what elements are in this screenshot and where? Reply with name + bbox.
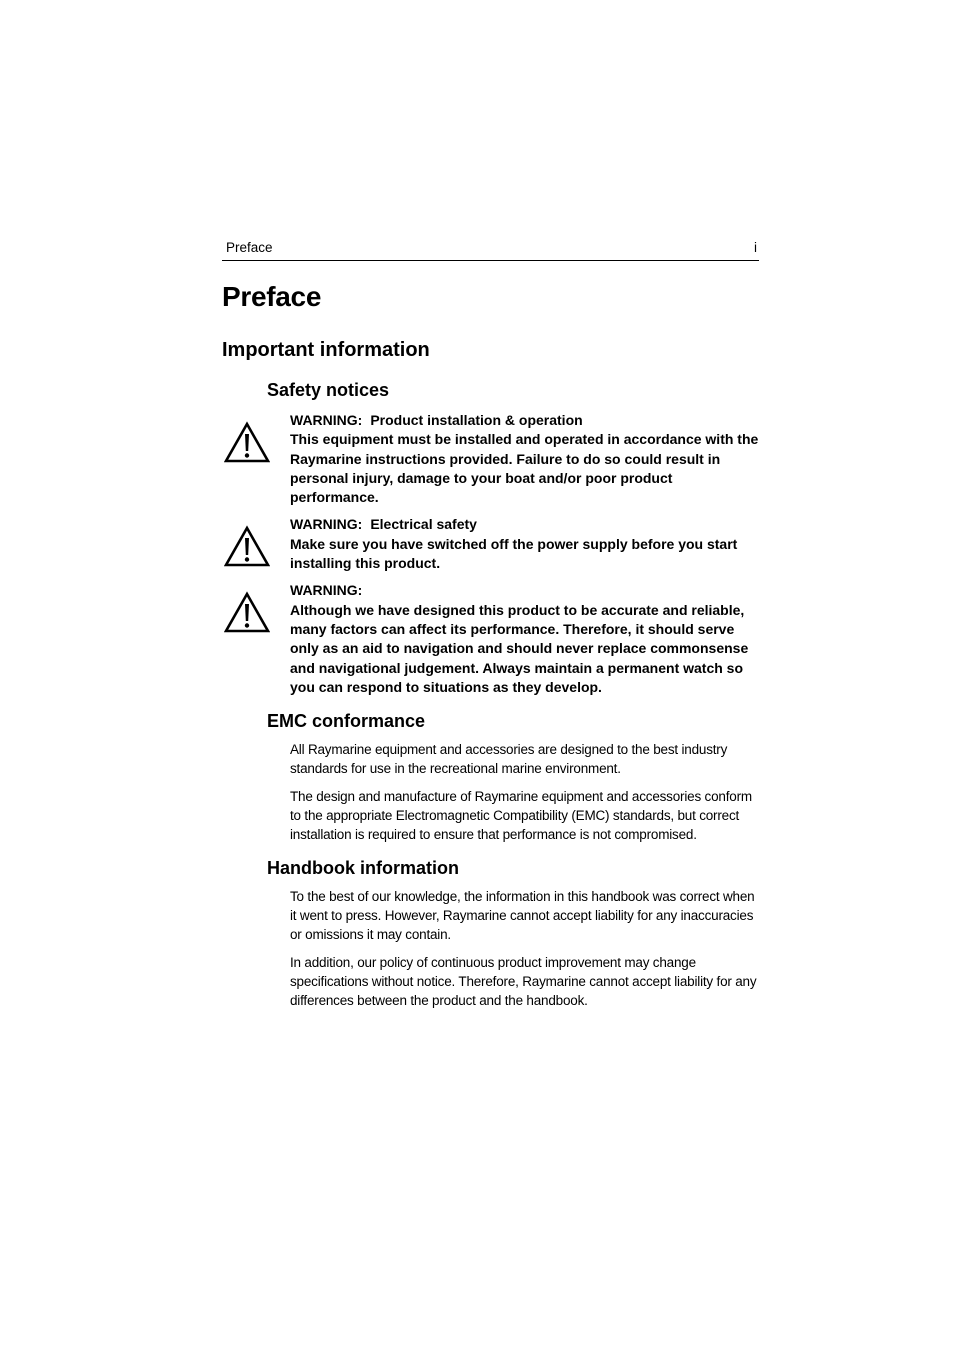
running-header-title: Preface <box>226 240 273 255</box>
warning-label: WARNING: <box>290 412 363 428</box>
warning-triangle-icon <box>224 525 270 567</box>
warning-subject: Product installation & operation <box>370 412 583 428</box>
warning-notice-installation <box>222 411 759 507</box>
page-number: i <box>754 240 757 255</box>
emc-paragraph: The design and manufacture of Raymarine equipment and accessories conform to the appropriate Electromagnetic Compatibility (EMC) standards, but correct installation is required to ensure that performance is not compromised. <box>290 789 752 843</box>
emc-conformance-heading: EMC conformance <box>267 711 426 732</box>
emc-paragraph: All Raymarine equipment and accessories are designed to the best industry standards for use in the recreational marine environment. <box>290 742 728 777</box>
safety-notices-heading: Safety notices <box>267 380 390 400</box>
handbook-paragraph: In addition, our policy of continuous product improvement may change specifications without notice. Therefore, Raymarine cannot accept liability for any differences between the product and the handbook. <box>290 955 757 1009</box>
warning-text: Although we have designed this product to be accurate and reliable, many factors can affect its performance. Therefore, it should serve only as an aid to navigation and should never replace commonsense and navigational judgement. Always maintain a permanent watch so you can respond to situations as they develop. <box>290 601 749 695</box>
chapter-title: Preface <box>222 281 322 312</box>
running-header <box>222 238 759 261</box>
warning-title <box>290 515 759 534</box>
warning-title <box>290 581 759 600</box>
warning-text: This equipment must be installed and operated in accordance with the Raymarine instructions provided. Failure to do so could result in personal injury, damage to your boat and/or poor product performance. <box>290 431 759 506</box>
warning-triangle-icon <box>224 421 270 463</box>
handbook-information-heading: Handbook information <box>267 858 459 879</box>
warning-label: WARNING: <box>290 516 363 533</box>
document-page <box>222 238 759 1010</box>
warning-subject: Electrical safety <box>370 516 477 533</box>
section-title: Important information <box>222 339 430 361</box>
warning-notice-electrical <box>222 515 759 573</box>
warning-label: WARNING: <box>290 582 363 599</box>
warning-notice-navigation <box>222 581 759 697</box>
warning-title <box>290 411 759 430</box>
warning-triangle-icon <box>224 591 270 633</box>
warning-text: Make sure you have switched off the power supply before you start installing this product. <box>290 535 738 572</box>
handbook-paragraph: To the best of our knowledge, the information in this handbook was correct when it went to press. However, Raymarine cannot accept liability for any inaccuracies or omissions it may contain. <box>290 889 755 943</box>
